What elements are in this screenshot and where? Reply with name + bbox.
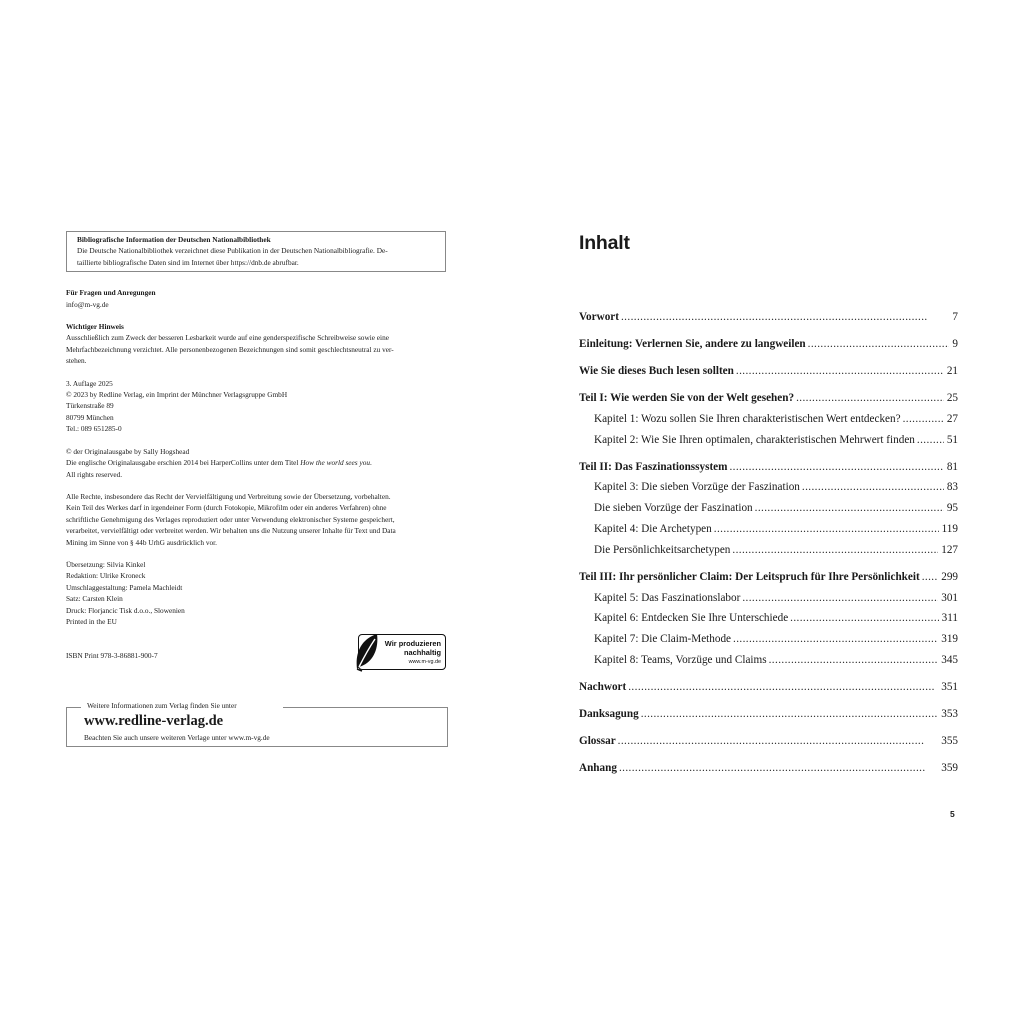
toc-entry[interactable]: Kapitel 4: Die Archetypen . . . 119 xyxy=(579,523,958,544)
page-number: 5 xyxy=(950,809,955,819)
notice-heading: Wichtiger Hinweis xyxy=(66,322,124,332)
toc-entry[interactable]: Anhang . . . 359 xyxy=(579,762,958,783)
notice-line-2: Mehrfachbezeichnung verzichtet. Alle personenbezogenen Bezeichnungen sind somit geschlechtsneutral zu ver- xyxy=(66,344,394,354)
notice-line-3: stehen. xyxy=(66,356,87,366)
bib-line-2: taillierte bibliografische Daten sind im Internet über https://dnb.de abrufbar. xyxy=(77,257,299,267)
isbn: ISBN Print 978-3-86881-900-7 xyxy=(66,651,158,661)
rights-line-1: Alle Rechte, insbesondere das Recht der Vervielfältigung und Verbreitung sowie der Übersetzung, vorbehalten. xyxy=(66,491,391,501)
rights-line-2: Kein Teil des Werkes darf in irgendeiner Form (durch Fotokopie, Mikrofilm oder ein anderes Verfahren) ohne xyxy=(66,503,387,513)
credit-translation: Übersetzung: Silvia Kinkel xyxy=(66,559,146,569)
toc-entry[interactable]: Kapitel 3: Die sieben Vorzüge der Faszination . . . 83 xyxy=(579,481,958,502)
toc-entry[interactable]: Einleitung: Verlernen Sie, andere zu langweilen . . . 9 xyxy=(579,338,958,359)
web-caption: Weitere Informationen zum Verlag finden Sie unter xyxy=(84,701,240,710)
original-title: How the world sees you xyxy=(300,458,370,468)
toc-entry[interactable]: Teil III: Ihr persönlicher Claim: Der Leitspruch für Ihre Persönlichkeit . . . 299 xyxy=(579,571,958,592)
toc-entry[interactable]: Danksagung . . . 353 xyxy=(579,708,958,729)
toc-entry[interactable]: Wie Sie dieses Buch lesen sollten . . . 21 xyxy=(579,365,958,386)
original-copyright: © der Originalausgabe by Sally Hogshead xyxy=(66,446,190,456)
bibliographic-info-box xyxy=(66,231,446,272)
edition: 3. Auflage 2025 xyxy=(66,378,113,388)
contact-heading: Für Fragen und Anregungen xyxy=(66,288,156,298)
badge-line-3: www.m-vg.de xyxy=(408,659,441,666)
publisher-street: Türkenstraße 89 xyxy=(66,401,114,411)
toc-entry[interactable]: Teil II: Das Faszinationssystem . . . 81 xyxy=(579,461,958,482)
toc-entry[interactable]: Die Persönlichkeitsarchetypen . . . 127 xyxy=(579,544,958,565)
credit-typesetting: Satz: Carsten Klein xyxy=(66,594,123,604)
original-edition-line: Die englische Originalausgabe erschien 2014 bei HarperCollins unter dem Titel How the world sees you. xyxy=(66,458,372,468)
toc-entry[interactable]: Glossar . . . 355 xyxy=(579,735,958,756)
rights-line-5: Mining im Sinne von § 44b UrhG ausdrücklich vor. xyxy=(66,537,217,547)
toc-entry[interactable]: Vorwort . . . 7 xyxy=(579,311,958,332)
credit-cover: Umschlaggestaltung: Pamela Machleidt xyxy=(66,582,183,592)
toc-entry[interactable]: Kapitel 5: Das Faszinationslabor . . . 301 xyxy=(579,592,958,613)
bib-line-1: Die Deutsche Nationalbibliothek verzeichnet diese Publikation in der Deutschen Nationalbibliografie. De- xyxy=(77,246,388,256)
toc-entry[interactable]: Kapitel 8: Teams, Vorzüge und Claims . . . 345 xyxy=(579,654,958,675)
notice-line-1: Ausschließlich zum Zweck der besseren Lesbarkeit wurde auf eine genderspezifische Schreibweise sowie eine xyxy=(66,333,389,343)
publisher-city: 80799 München xyxy=(66,412,114,422)
publisher-copyright: © 2023 by Redline Verlag, ein Imprint der Münchner Verlagsgruppe GmbH xyxy=(66,390,288,400)
publisher-phone: Tel.: 089 651285-0 xyxy=(66,424,122,434)
toc-entry[interactable]: Kapitel 2: Wie Sie Ihren optimalen, charakteristischen Mehrwert finden . . . 51 xyxy=(579,434,958,455)
contact-email: info@m-vg.de xyxy=(66,299,109,309)
original-rights: All rights reserved. xyxy=(66,469,123,479)
credit-editing: Redaktion: Ulrike Kroneck xyxy=(66,571,146,581)
publisher-url[interactable]: www.redline-verlag.de xyxy=(84,713,224,729)
toc-entry[interactable]: Kapitel 7: Die Claim-Methode . . . 319 xyxy=(579,633,958,654)
credit-printed-in: Printed in the EU xyxy=(66,616,117,626)
page-title: Inhalt xyxy=(579,232,630,254)
rights-line-4: verarbeitet, vervielfältigt oder verbreitet werden. Wir behalten uns die Nutzung unserer Inhalte für Text und Data xyxy=(66,526,396,536)
imprint-page xyxy=(66,231,446,687)
badge-line-1: Wir produzieren xyxy=(384,639,441,649)
toc-entry[interactable]: Kapitel 1: Wozu sollen Sie Ihren charakteristischen Wert entdecken? . . . 27 xyxy=(579,413,958,434)
toc-entry[interactable]: Kapitel 6: Entdecken Sie Ihre Unterschiede . . . 311 xyxy=(579,612,958,633)
badge-line-2: nachhaltig xyxy=(404,648,441,658)
bib-title: Bibliografische Information der Deutschen Nationalbibliothek xyxy=(77,235,271,244)
web-note: Beachten Sie auch unsere weiteren Verlage unter www.m-vg.de xyxy=(84,733,270,742)
toc-entry[interactable]: Teil I: Wie werden Sie von der Welt gesehen? . . . 25 xyxy=(579,392,958,413)
toc-entry[interactable]: Nachwort . . . 351 xyxy=(579,681,958,702)
rights-line-3: schriftliche Genehmigung des Verlages reproduziert oder unter Verwendung elektronischer Systeme gespeichert, xyxy=(66,514,395,524)
toc-entry[interactable]: Die sieben Vorzüge der Faszination . . . 95 xyxy=(579,502,958,523)
table-of-contents xyxy=(579,311,958,783)
sustainability-badge xyxy=(358,634,446,670)
credit-printing: Druck: Florjancic Tisk d.o.o., Slowenien xyxy=(66,605,185,615)
leaf-icon xyxy=(353,631,381,673)
